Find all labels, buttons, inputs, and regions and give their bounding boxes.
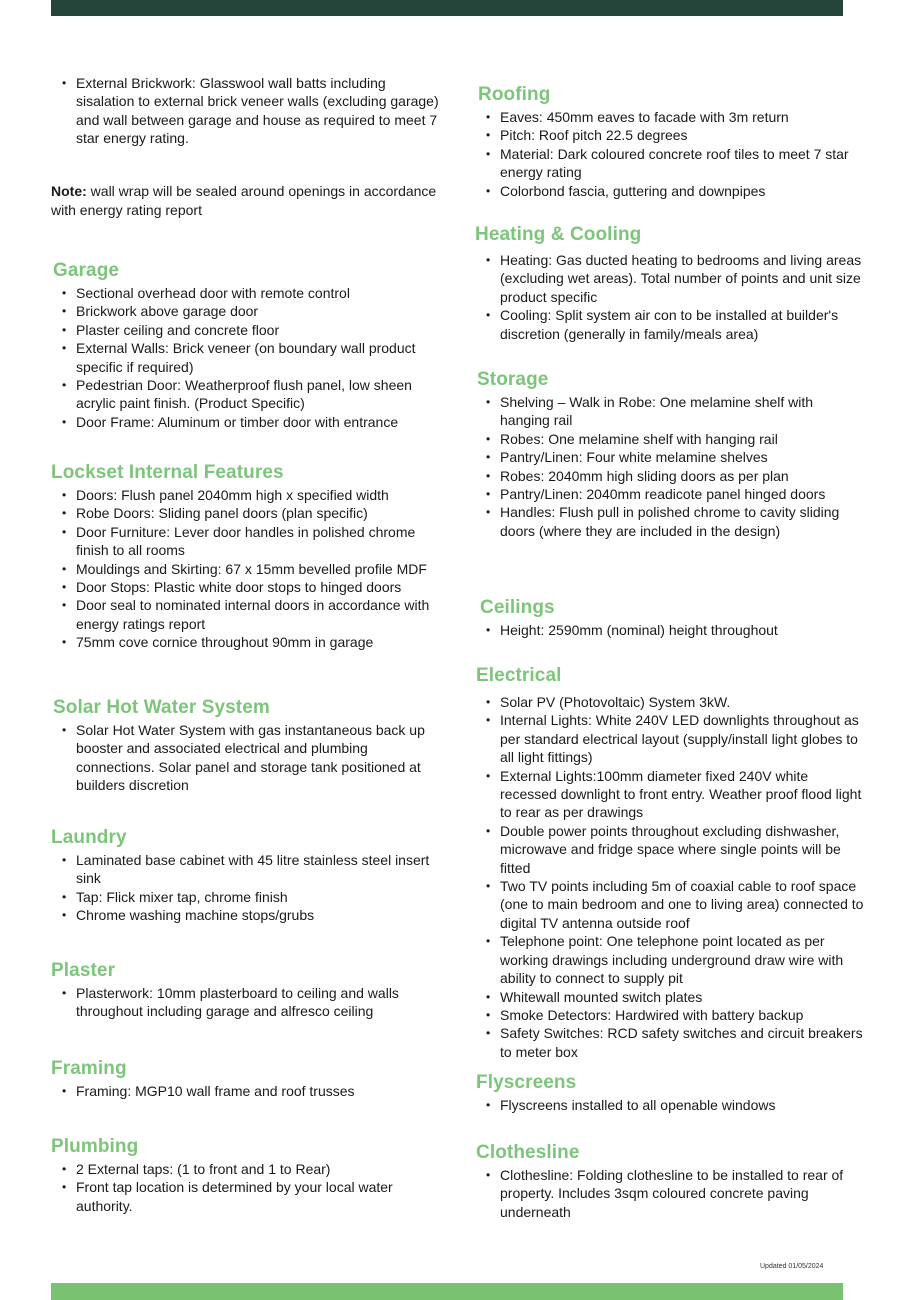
section-list	[51, 851, 441, 925]
list-item: • Heating: Gas ducted heating to bedrooms and living areas (excluding wet areas). Total number of points and unit size product specific	[500, 251, 865, 306]
section-list	[51, 486, 441, 652]
section-plumbing	[51, 1136, 441, 1215]
section-clothesline	[475, 1142, 865, 1221]
list-item: • Safety Switches: RCD safety switches and circuit breakers to meter box	[500, 1024, 865, 1061]
note	[51, 182, 441, 220]
updated-date: Updated 01/05/2024	[760, 1263, 824, 1270]
section-heating-cooling	[475, 224, 865, 343]
section-heading: Plaster	[51, 960, 116, 981]
section-heading: Electrical	[476, 665, 562, 686]
section-list	[475, 1166, 865, 1221]
list-item: • Internal Lights: White 240V LED downlights throughout as per standard electrical layout (supply/install light globes to all light fittings)	[500, 711, 865, 766]
list-item: • Sectional overhead door with remote control	[76, 284, 441, 302]
list-item: • Tap: Flick mixer tap, chrome finish	[76, 888, 441, 906]
list-item: • 2 External taps: (1 to front and 1 to Rear)	[76, 1160, 441, 1178]
section-plaster	[51, 960, 441, 1021]
list-item: • Eaves: 450mm eaves to facade with 3m return	[500, 108, 865, 126]
section-lockset	[51, 462, 441, 652]
list-item: • Robes: 2040mm high sliding doors as per plan	[500, 467, 865, 485]
list-item: • External Brickwork: Glasswool wall batts including sisalation to external brick veneer walls (excluding garage) and wall between garage and house as required to meet 7 star energy rating.	[76, 74, 441, 148]
list-item: • Robe Doors: Sliding panel doors (plan specific)	[76, 504, 441, 522]
list-item: • Pitch: Roof pitch 22.5 degrees	[500, 126, 865, 144]
intro-list	[51, 74, 441, 148]
section-electrical	[475, 665, 865, 1061]
section-list	[51, 1160, 441, 1215]
section-heading: Laundry	[51, 827, 127, 848]
list-item: • Pedestrian Door: Weatherproof flush panel, low sheen acrylic paint finish. (Product Specific)	[76, 376, 441, 413]
section-garage	[51, 260, 441, 431]
footer-band	[51, 1283, 843, 1300]
list-item: • Height: 2590mm (nominal) height throughout	[500, 621, 865, 639]
section-heading: Heating & Cooling	[475, 224, 642, 245]
list-item: • Whitewall mounted switch plates	[500, 988, 865, 1006]
list-item: • Door Frame: Aluminum or timber door with entrance	[76, 413, 441, 431]
section-heading: Solar Hot Water System	[53, 697, 270, 718]
section-list	[51, 721, 441, 795]
list-item: • Pantry/Linen: 2040mm readicote panel hinged doors	[500, 485, 865, 503]
section-list	[475, 1096, 865, 1114]
section-list	[475, 108, 865, 200]
list-item: • Solar Hot Water System with gas instantaneous back up booster and associated electrical and plumbing connections. Solar panel and storage tank positioned at builders discretion	[76, 721, 441, 795]
list-item: • Doors: Flush panel 2040mm high x specified width	[76, 486, 441, 504]
list-item: • Mouldings and Skirting: 67 x 15mm bevelled profile MDF	[76, 560, 441, 578]
section-heading: Flyscreens	[476, 1072, 577, 1093]
section-flyscreens	[475, 1072, 865, 1114]
note-label: Note:	[51, 183, 87, 199]
section-storage	[475, 369, 865, 540]
list-item: • Smoke Detectors: Hardwired with battery backup	[500, 1006, 865, 1024]
list-item: • Plaster ceiling and concrete floor	[76, 321, 441, 339]
section-list	[475, 251, 865, 343]
list-item: • Door seal to nominated internal doors in accordance with energy ratings report	[76, 596, 441, 633]
section-list	[51, 1082, 441, 1100]
section-heading: Clothesline	[476, 1142, 580, 1163]
list-item: • Telephone point: One telephone point located as per working drawings including underground draw wire with ability to connect to supply pit	[500, 932, 865, 987]
list-item: • Handles: Flush pull in polished chrome to cavity sliding doors (where they are included in the design)	[500, 503, 865, 540]
list-item: • Laminated base cabinet with 45 litre stainless steel insert sink	[76, 851, 441, 888]
list-item: • Cooling: Split system air con to be installed at builder's discretion (generally in family/meals area)	[500, 306, 865, 343]
section-heading: Storage	[477, 369, 549, 390]
list-item: • Robes: One melamine shelf with hanging rail	[500, 430, 865, 448]
section-list	[51, 284, 441, 431]
section-list	[475, 693, 865, 1061]
list-item: • Double power points throughout excluding dishwasher, microwave and fridge space where single points will be fitted	[500, 822, 865, 877]
note-section	[51, 182, 441, 220]
list-item: • Brickwork above garage door	[76, 302, 441, 320]
section-list	[475, 393, 865, 540]
list-item: • Flyscreens installed to all openable windows	[500, 1096, 865, 1114]
note-text: wall wrap will be sealed around openings in accordance with energy rating report	[51, 183, 437, 218]
list-item: • External Walls: Brick veneer (on boundary wall product specific if required)	[76, 339, 441, 376]
list-item: • Door Stops: Plastic white door stops to hinged doors	[76, 578, 441, 596]
section-laundry	[51, 827, 441, 925]
section-heading: Garage	[53, 260, 120, 281]
section-list	[51, 984, 441, 1021]
section-ceilings	[475, 597, 865, 639]
list-item: • Two TV points including 5m of coaxial cable to roof space (one to main bedroom and one to living area) connected to digital TV antenna outside roof	[500, 877, 865, 932]
list-item: • External Lights:100mm diameter fixed 240V white recessed downlight to front entry. Weather proof flood light to rear as per drawings	[500, 767, 865, 822]
section-heading: Lockset Internal Features	[51, 462, 284, 483]
list-item: • Pantry/Linen: Four white melamine shelves	[500, 448, 865, 466]
list-item: • Chrome washing machine stops/grubs	[76, 906, 441, 924]
section-framing	[51, 1058, 441, 1100]
list-item: • Door Furniture: Lever door handles in polished chrome finish to all rooms	[76, 523, 441, 560]
section-list	[475, 621, 865, 639]
section-heading: Roofing	[478, 84, 551, 105]
list-item: • Framing: MGP10 wall frame and roof trusses	[76, 1082, 441, 1100]
section-heading: Framing	[51, 1058, 127, 1079]
list-item: • Front tap location is determined by your local water authority.	[76, 1178, 441, 1215]
list-item: • Solar PV (Photovoltaic) System 3kW.	[500, 693, 865, 711]
list-item: • 75mm cove cornice throughout 90mm in garage	[76, 633, 441, 651]
list-item: • Shelving – Walk in Robe: One melamine shelf with hanging rail	[500, 393, 865, 430]
section-heading: Plumbing	[51, 1136, 139, 1157]
list-item: • Material: Dark coloured concrete roof tiles to meet 7 star energy rating	[500, 145, 865, 182]
section-heading: Ceilings	[480, 597, 555, 618]
list-item: • Colorbond fascia, guttering and downpipes	[500, 182, 865, 200]
section-roofing	[475, 84, 865, 200]
section-solar-hot-water	[51, 697, 441, 795]
intro-section	[51, 74, 441, 148]
list-item: • Clothesline: Folding clothesline to be installed to rear of property. Includes 3sqm coloured concrete paving underneath	[500, 1166, 865, 1221]
header-band	[51, 0, 843, 16]
list-item: • Plasterwork: 10mm plasterboard to ceiling and walls throughout including garage and alfresco ceiling	[76, 984, 441, 1021]
